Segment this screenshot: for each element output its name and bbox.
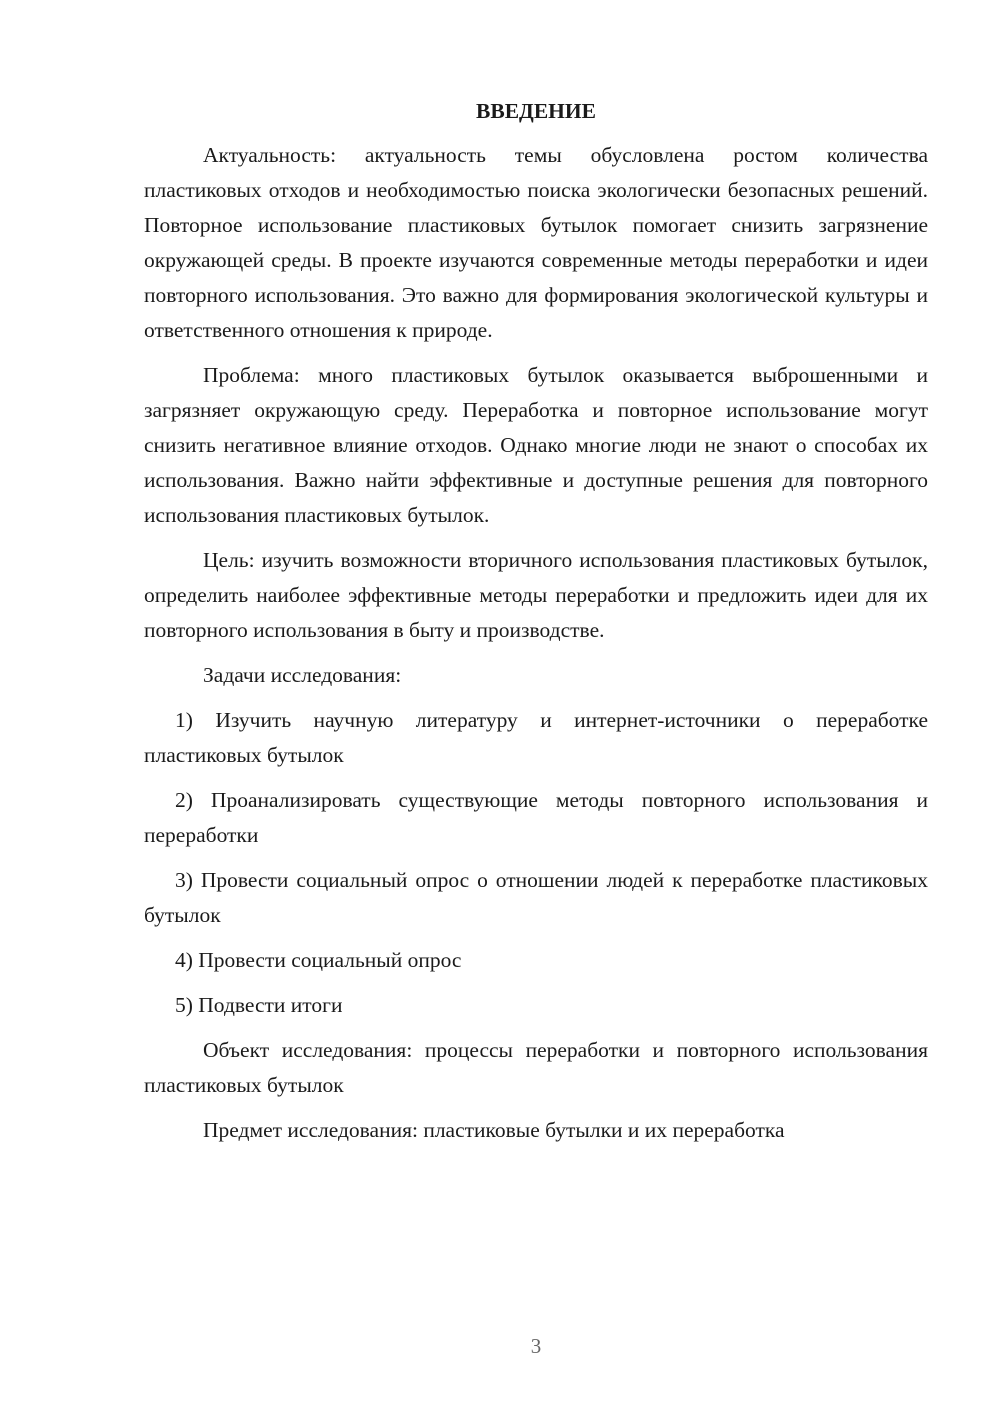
page-number: 3 xyxy=(530,1334,542,1358)
page-content xyxy=(144,96,928,1148)
tasks-list xyxy=(144,703,928,1023)
paragraph-object: Объект исследования: процессы переработки и повторного использования пластиковых бутылок xyxy=(144,1038,928,1097)
paragraph-tasks-heading: Задачи исследования: xyxy=(203,663,402,687)
list-item: 4) Провести социальный опрос xyxy=(175,948,462,972)
list-item: 1) Изучить научную литературу и интернет-источники о переработке пластиковых бутылок xyxy=(144,708,928,767)
paragraph-goal: Цель: изучить возможности вторичного использования пластиковых бутылок, определить наиболее эффективные методы переработки и предложить идеи для их повторного использования в быту и производстве. xyxy=(144,548,928,642)
section-title: ВВЕДЕНИЕ xyxy=(476,99,596,123)
paragraph-subject: Предмет исследования: пластиковые бутылки и их переработка xyxy=(203,1118,785,1142)
paragraph-problem: Проблема: много пластиковых бутылок оказывается выброшенными и загрязняет окружающую среду. Переработка и повторное использование могут снизить негативное влияние отходов. Однако многие люди не знают о способах их использования. Важно найти эффективные и доступные решения для повторного использования пластиковых бутылок. xyxy=(144,363,928,527)
list-item: 2) Проанализировать существующие методы повторного использования и переработки xyxy=(144,788,928,847)
paragraph-relevance: Актуальность: актуальность темы обусловлена ростом количества пластиковых отходов и необходимостью поиска экологически безопасных решений. Повторное использование пластиковых бутылок помогает снизить загрязнение окружающей среды. В проекте изучаются современные методы переработки и идеи повторного использования. Это важно для формирования экологической культуры и ответственного отношения к природе. xyxy=(144,143,928,342)
list-item: 5) Подвести итоги xyxy=(175,993,343,1017)
list-item: 3) Провести социальный опрос о отношении людей к переработке пластиковых бутылок xyxy=(144,868,928,927)
